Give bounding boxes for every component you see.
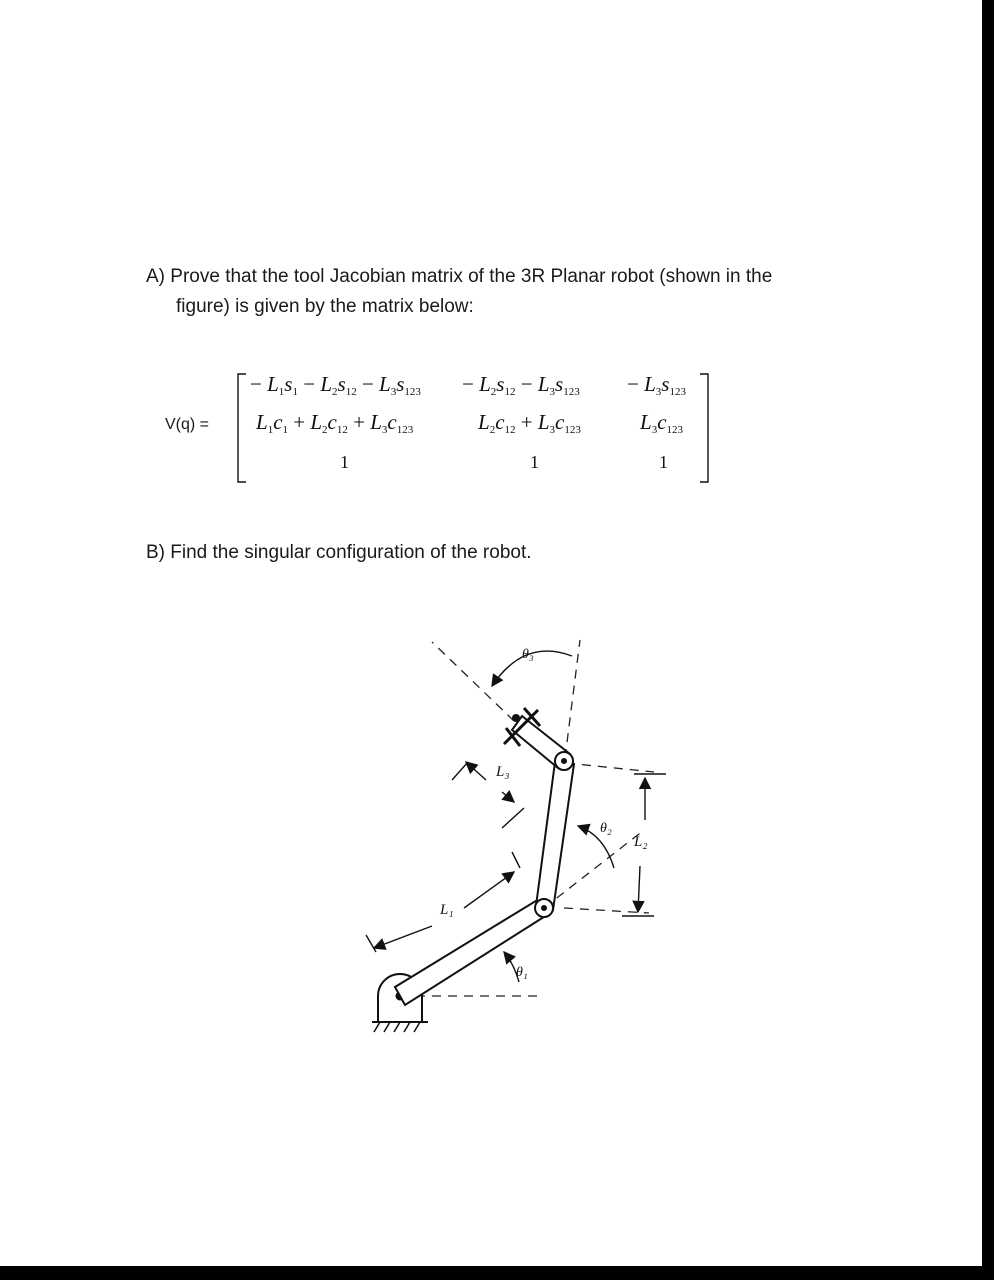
theta3-label: θ₃ xyxy=(522,647,534,662)
tool-point xyxy=(512,714,520,722)
robot-figure xyxy=(354,630,714,1050)
matrix-r2c2: $L_2c_{12} + L_3c_{123}$ xyxy=(478,410,581,436)
matrix-r2c1: $L_1c_1 + L_2c_{12} + L_3c_{123}$ xyxy=(256,410,414,436)
question-a-prefix: A) xyxy=(146,266,165,287)
L1-label: L₁ xyxy=(440,902,454,918)
L3-label: L₃ xyxy=(496,764,510,780)
matrix-r1c3: − $L_3s_{123}$ xyxy=(627,372,686,398)
L3-dimension xyxy=(452,762,524,828)
matrix-r3c1: 1 xyxy=(340,452,349,472)
question-a-line1: Prove that the tool Jacobian matrix of the 3R Planar robot (shown in the xyxy=(170,266,773,287)
theta1-label: θ₁ xyxy=(516,965,528,980)
question-b-prefix: B) xyxy=(146,542,165,563)
matrix-r1c1: − $L_1s_1 - L_2s_{12} - L_3s_{123}$ xyxy=(250,372,421,398)
matrix-r2c3: $L_3c_{123}$ xyxy=(640,410,684,436)
matrix-r1c2: − $L_2s_{12} - L_3s_{123}$ xyxy=(462,372,580,398)
L2-label: L₂ xyxy=(634,834,648,850)
link-1 xyxy=(395,899,547,1005)
matrix-label: V(q) = xyxy=(165,416,210,433)
question-b-text: Find the singular configuration of the robot. xyxy=(170,542,532,563)
question-b xyxy=(146,538,532,568)
reference-lines xyxy=(400,640,654,996)
question-a-line2: figure) is given by the matrix below: xyxy=(176,296,474,317)
matrix-r3c3: 1 xyxy=(659,452,668,472)
question-a xyxy=(146,262,886,322)
link-2 xyxy=(536,762,574,910)
matrix-r3c2: 1 xyxy=(530,452,539,472)
joint-3 xyxy=(555,752,573,770)
theta2-label: θ₂ xyxy=(600,821,612,836)
joint-2 xyxy=(535,899,553,917)
